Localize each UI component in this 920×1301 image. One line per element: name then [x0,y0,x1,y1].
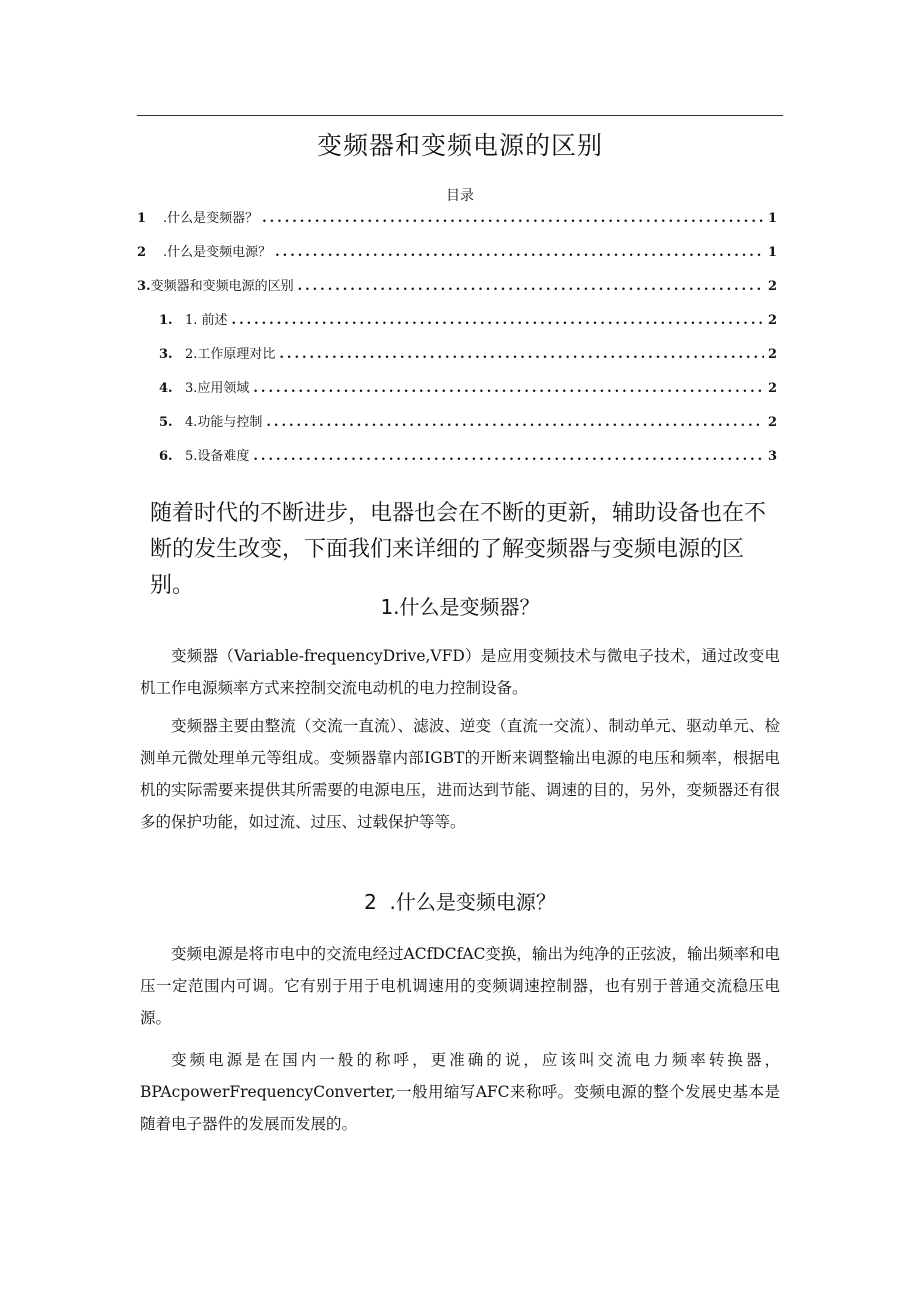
toc-item-text: .什么是变频器？ [163,211,259,226]
document-title: 变频器和变频电源的区别 [316,131,603,160]
table-of-contents [137,207,777,479]
toc-leader [298,279,764,294]
toc-item-text: 变频器和变频电源的区别 [150,279,294,294]
toc-item-text: .什么是变频电源？ [163,245,272,260]
toc-item-number: 2 [137,245,147,260]
toc-item[interactable] [137,241,777,275]
toc-item-text: 4.功能与控制 [185,415,263,430]
toc-item-number: 3. [137,279,151,294]
toc-item-page: 2 [767,313,777,328]
section-1-paragraph-2: 变频器主要由整流（交流一直流）、滤波、逆变（直流一交流）、制动单元、驱动单元、检测单元微处理单元等组成。变频器靠内部IGBT的开断来调整输出电源的电压和频率，根据电机的实际需要来提供其所需要的电源电压，进而达到节能、调速的目的，另外，变频器还有很多的保护功能，如过流、过压、过载保护等等。 [140,717,780,831]
toc-item-page: 2 [767,347,777,362]
toc-leader [253,449,764,464]
toc-item[interactable] [137,445,777,479]
toc-item[interactable] [137,343,777,377]
toc-item-text: 3.应用领域 [185,381,250,396]
toc-item-text: 1. 前述 [185,313,228,328]
toc-item-number: 3. [159,347,173,362]
toc-item-page: 3 [767,449,777,464]
toc-leader [275,245,764,260]
toc-leader [266,415,764,430]
toc-item[interactable] [137,207,777,241]
toc-item-number: 5. [159,415,173,430]
toc-item-page: 2 [767,381,777,396]
toc-leader [253,381,764,396]
toc-item-page: 1 [767,245,777,260]
toc-item-number: 6. [159,449,173,464]
toc-item-number: 4. [159,381,173,396]
toc-item-number: 1 [137,211,147,226]
intro-paragraph: 随着时代的不断进步，电器也会在不断的更新，辅助设备也在不断的发生改变，下面我们来详细的了解变频器与变频电源的区别。 [150,501,767,598]
toc-item-page: 2 [767,279,777,294]
toc-item-page: 1 [767,211,777,226]
toc-item-number: 1. [159,313,173,328]
toc-item-text: 5.设备难度 [185,449,250,464]
toc-leader [279,347,764,362]
toc-heading: 目录 [446,188,474,204]
toc-item[interactable] [137,309,777,343]
section-2-heading: 2 .什么是变频电源？ [364,890,556,914]
toc-item-text: 2.工作原理对比 [185,347,276,362]
toc-leader [262,211,764,226]
toc-item[interactable] [137,275,777,309]
section-1-heading: 1.什么是变频器？ [380,595,540,619]
toc-item[interactable] [137,377,777,411]
header-rule [137,115,783,116]
toc-leader [232,313,764,328]
toc-item[interactable] [137,411,777,445]
section-2-paragraph-1: 变频电源是将市电中的交流电经过ACfDCfAC变换，输出为纯净的正弦波，输出频率和电压一定范围内可调。它有别于用于电机调速用的变频调速控制器，也有别于普通交流稳压电源。 [140,945,780,1027]
section-2-paragraph-2: 变频电源是在国内一般的称呼，更准确的说，应该叫交流电力频率转换器，BPAcpowerFrequencyConverter,一般用缩写AFC来称呼。变频电源的整个发展史基本是随着电子器件的发展而发展的。 [140,1051,780,1133]
section-1-paragraph-1: 变频器（Variable-frequencyDrive,VFD）是应用变频技术与微电子技术，通过改变电机工作电源频率方式来控制交流电动机的电力控制设备。 [140,647,780,697]
toc-item-page: 2 [767,415,777,430]
